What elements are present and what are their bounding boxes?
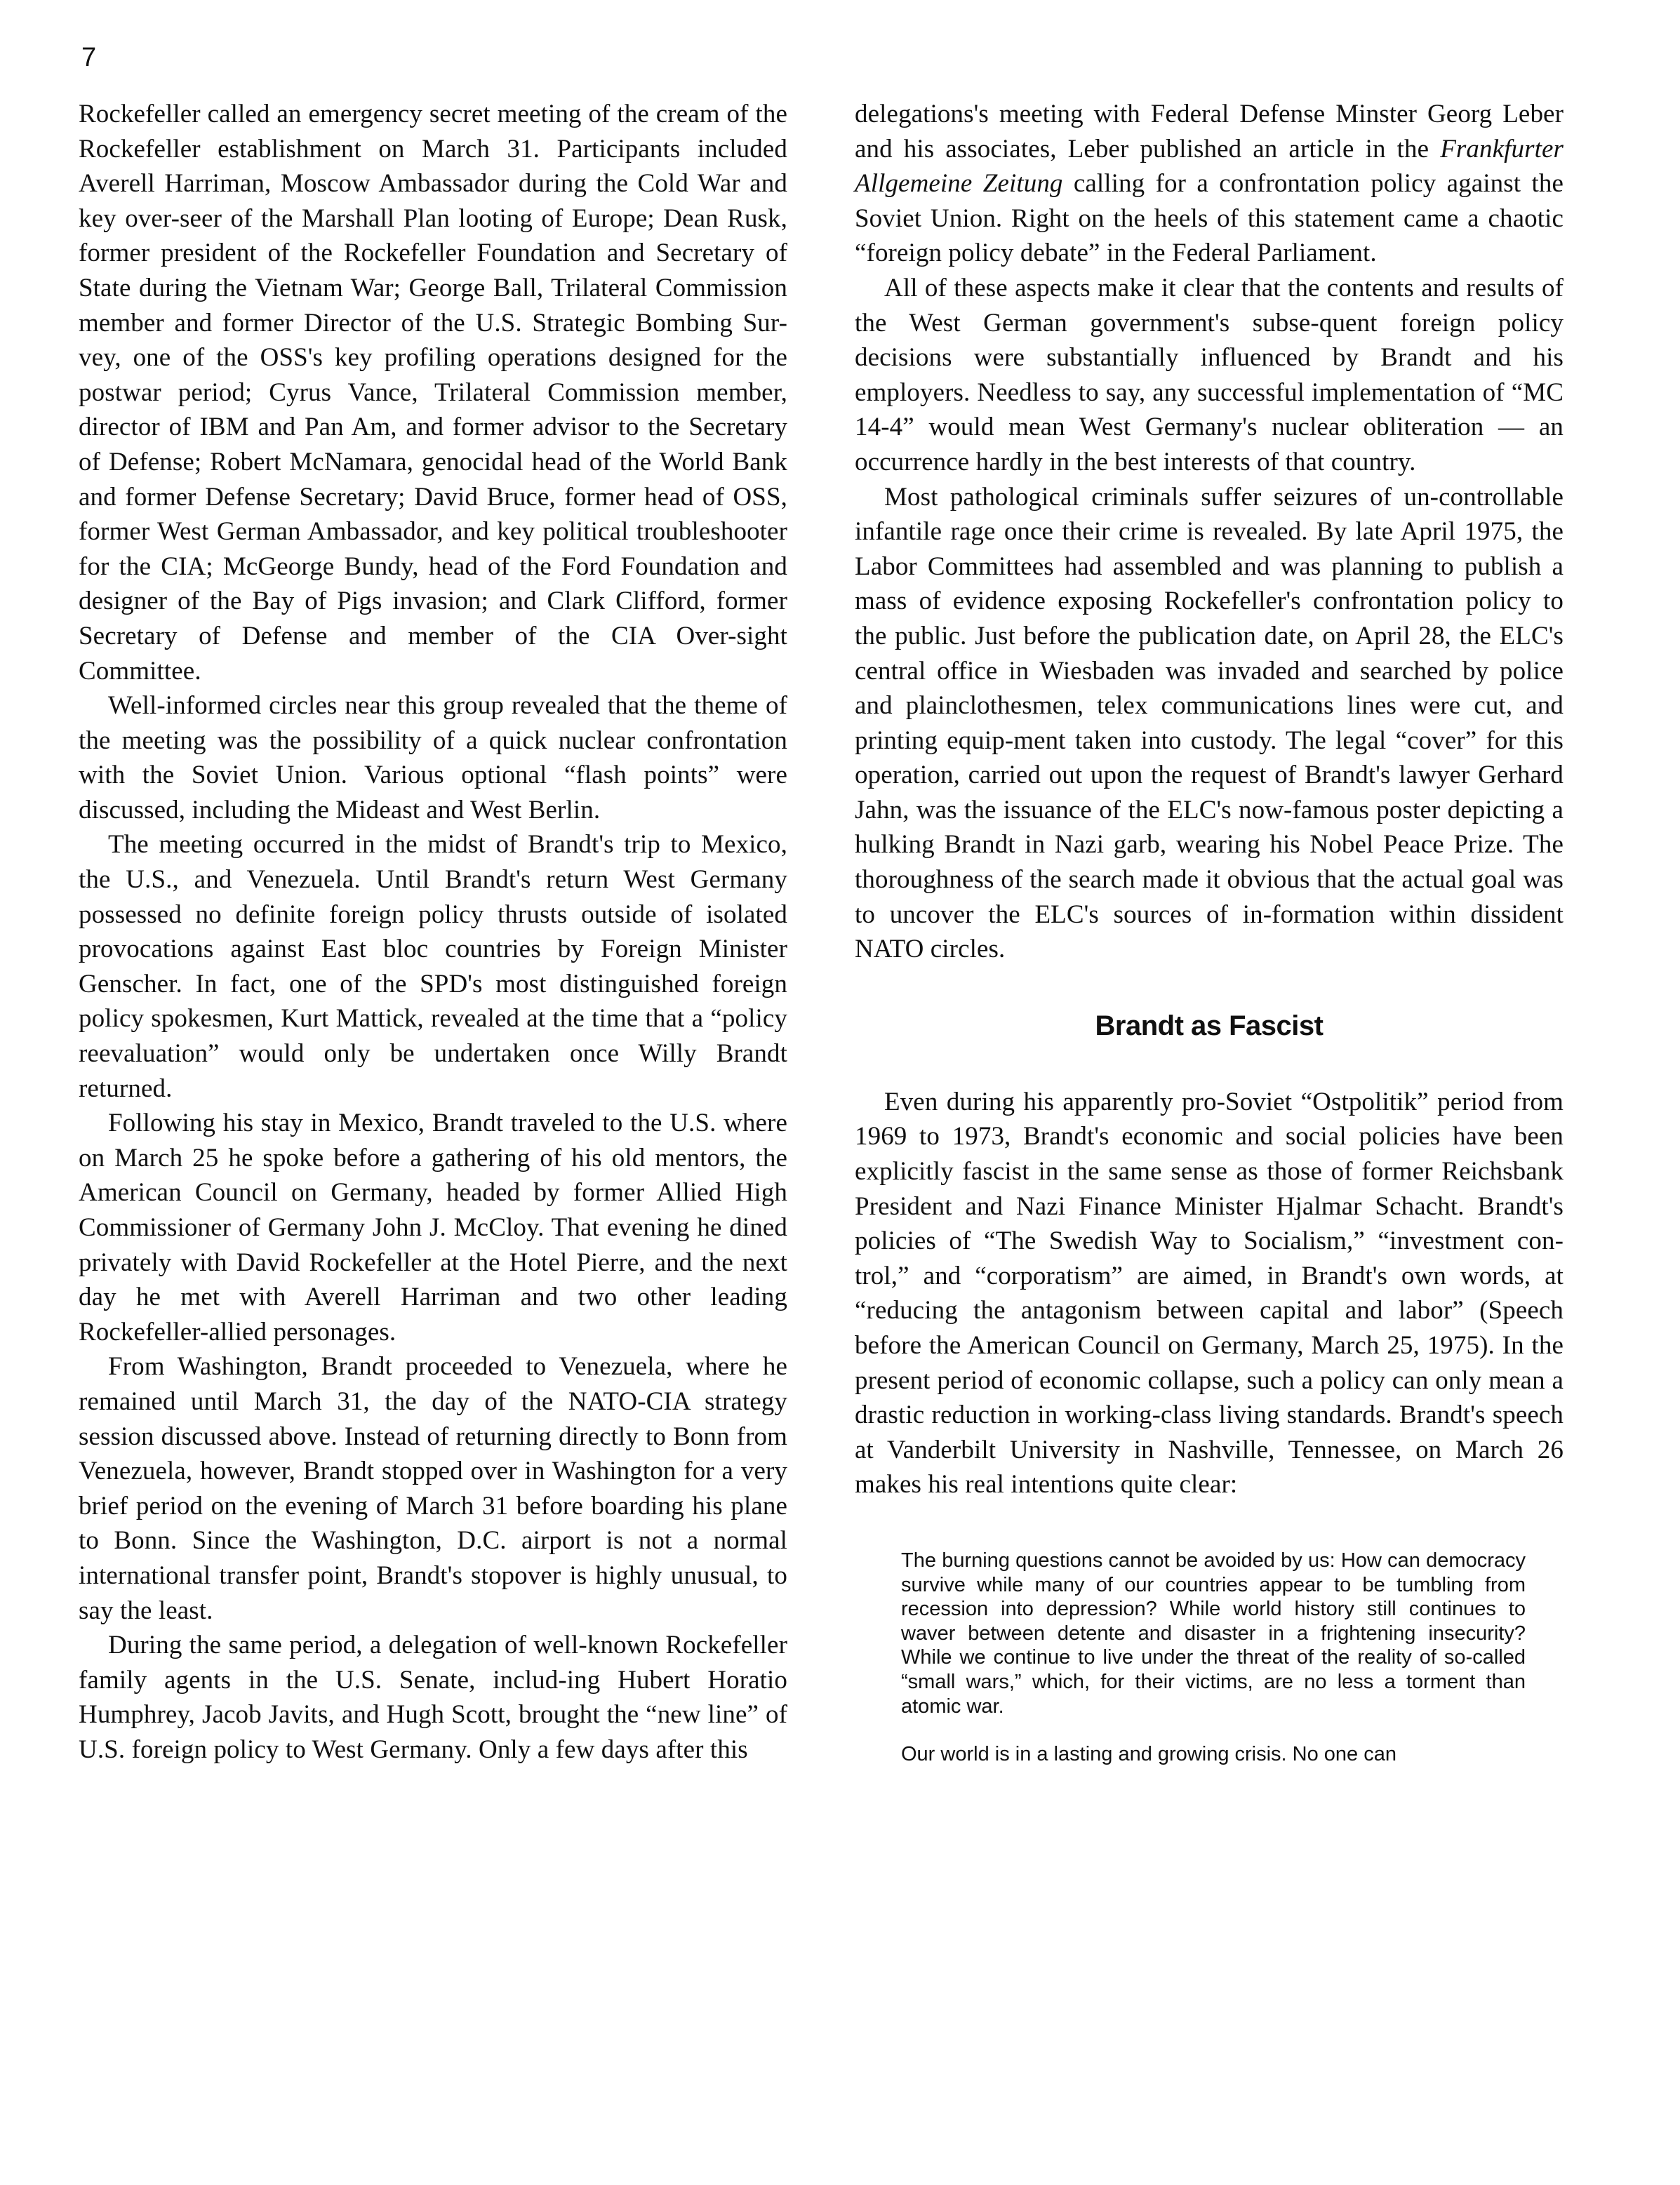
continued-text-start: delegations's meeting with Federal Defense Minster Georg Leber and his associates, Leber published an article in the xyxy=(855,100,1564,163)
quote-paragraph: The burning questions cannot be avoided by us: How can democracy survive while many of our countries appear to be tumbling from recession into depression? While world history still continues to waver between detente and disaster in a frightening insecurity? While we continue to live under the threat of the reality of so-called “small wars,” which, for their victims, are no less a torment than atomic war. xyxy=(901,1549,1526,1718)
body-paragraph: Rockefeller called an emergency secret meeting of the cream of the Rockefeller establishment on March 31. Participants included Averell Harriman, Moscow Ambassador during the Cold War and key over-seer of the Marshall Plan looting of Europe; Dean Rusk, former president of the Rockefeller Foundation and Secretary of State during the Vietnam War; George Ball, Trilateral Commission member and former Director of the U.S. Strategic Bombing Sur-vey, one of the OSS's key profiling operations designed for the postwar period; Cyrus Vance, Trilateral Commission member, director of IBM and Pan Am, and former advisor to the Secretary of Defense; Robert McNamara, genocidal head of the World Bank and former Defense Secretary; David Bruce, former head of OSS, former West German Ambassador, and key political troubleshooter for the CIA; McGeorge Bundy, head of the Ford Foundation and designer of the Bay of Pigs invasion; and Clark Clifford, former Secretary of Defense and member of the CIA Over-sight Committee. xyxy=(79,100,787,686)
body-paragraph: During the same period, a delegation of well-known Rockefeller family agents in the U.S. Senate, includ-ing Hubert Horatio Humphrey, Jacob Javits, and Hugh Scott, brought the “new line” of U.S. foreign policy to West Germany. Only a few days after this xyxy=(79,1631,787,1764)
body-paragraph: Following his stay in Mexico, Brandt traveled to the U.S. where on March 25 he spoke before a gathering of his old mentors, the American Council on Germany, headed by former Allied High Commissioner of Germany John J. McCloy. That evening he dined privately with David Rockefeller at the Hotel Pierre, and the next day he met with Averell Harriman and two other leading Rockefeller-allied personages. xyxy=(79,1109,787,1347)
body-paragraph: The meeting occurred in the midst of Brandt's trip to Mexico, the U.S., and Venezuela. Until Brandt's return West Germany possessed no definite foreign policy thrusts outside of isolated provocations against East bloc countries by Foreign Minister Genscher. In fact, one of the SPD's most distinguished foreign policy spokesmen, Kurt Mattick, revealed at the time that a “policy reevaluation” would only be undertaken once Willy Brandt returned. xyxy=(79,830,787,1103)
body-paragraph: Even during his apparently pro-Soviet “Ostpolitik” period from 1969 to 1973, Brandt's economic and social policies have been explicitly fascist in the same sense as those of former Reichsbank President and Nazi Finance Minister Hjalmar Schacht. Brandt's policies of “The Swedish Way to Socialism,” “investment con-trol,” and “corporatism” are aimed, in Brandt's own words, at “reducing the antagonism between capital and labor” (Speech before the American Council on Germany, March 25, 1975). In the present period of economic collapse, such a policy can only mean a drastic reduction in working-class living standards. Brandt's speech at Vanderbilt University in Nashville, Tennessee, on March 26 makes his real intentions quite clear: xyxy=(855,1087,1564,1499)
body-paragraph: Most pathological criminals suffer seizures of un-controllable infantile rage once their crime is revealed. By late April 1975, the Labor Committees had assembled and was planning to publish a mass of evidence exposing Rockefeller's confrontation policy to the public. Just before the publication date, on April 28, the ELC's central office in Wiesbaden was invaded and searched by police and plainclothesmen, telex communications lines were cut, and printing equip-ment taken into custody. The legal “cover” for this operation, carried out upon the request of Brandt's lawyer Gerhard Jahn, was the issuance of the ELC's now-famous poster depicting a hulking Brandt in Nazi garb, wearing his Nobel Peace Prize. The thoroughness of the search made it obvious that the actual goal was to uncover the ELC's sources of in-formation within dissident NATO circles. xyxy=(855,482,1564,964)
quote-paragraph: Our world is in a lasting and growing crisis. No one can xyxy=(901,1743,1396,1766)
body-paragraph: From Washington, Brandt proceeded to Venezuela, where he remained until March 31, the day of the NATO-CIA strategy session discussed above. Instead of returning directly to Bonn from Venezuela, however, Brandt stopped over in Washington for a very brief period on the evening of March 31 before boarding his plane to Bonn. Since the Washington, D.C. airport is not a normal international transfer point, Brandt's stopover is highly unusual, to say the least. xyxy=(79,1352,787,1625)
block-quote xyxy=(901,1549,1526,1767)
body-paragraph: Well-informed circles near this group revealed that the theme of the meeting was the possibility of a quick nuclear confrontation with the Soviet Union. Various optional “flash points” were discussed, including the Mideast and West Berlin. xyxy=(79,691,787,824)
left-column xyxy=(79,97,787,1768)
right-column xyxy=(855,97,1564,1791)
section-heading: Brandt as Fascist xyxy=(1095,1010,1324,1041)
continued-paragraph xyxy=(855,97,1564,271)
page-number: 7 xyxy=(81,43,97,72)
newspaper-title: Frankfurter Allgemeine Zeitung xyxy=(855,134,1564,199)
body-paragraph: All of these aspects make it clear that the contents and results of the West German government's subse-quent foreign policy decisions were substantially influenced by Brandt and his employers. Needless to say, any successful implementation of “MC 14-4” would mean West Germany's nuclear obliteration — an occurrence hardly in the best interests of that country. xyxy=(855,273,1564,476)
continued-text-end: calling for a confrontation policy against the Soviet Union. Right on the heels of this statement came a chaotic “foreign policy debate” in the Federal Parliament. xyxy=(855,169,1564,268)
